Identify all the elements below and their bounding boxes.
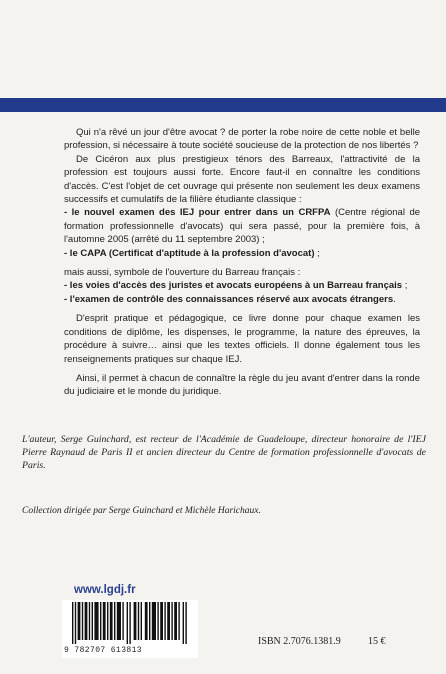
collection-note: Collection dirigée par Serge Guinchard et Michèle Harichaux.: [22, 506, 261, 516]
intro-paragraph-2: De Cicéron aux plus prestigieux ténors des Barreaux, l'attractivité de la profession est toujours aussi forte. Encore faut-il en connaître les conditions d'accès. C'est l'objet de cet ouvrage qui présente non seulement les deux examens successifs et cumulatifs de la filière étudiante classique :: [64, 153, 420, 206]
list-item-rest: .: [393, 293, 396, 305]
cover-color-band: [0, 98, 446, 112]
list-item: [64, 279, 420, 292]
practical-paragraph: D'esprit pratique et pédagogique, ce livre donne pour chaque examen les conditions de diplôme, les dispenses, le programme, la nature des épreuves, la procédure à suivre… ainsi que les textes officiels. Il donne également tous les renseignements pratiques sur chaque IEJ.: [64, 313, 420, 365]
list-item: [64, 293, 420, 306]
list-item-lead: - le CAPA (Certificat d'aptitude à la profession d'avocat): [64, 247, 315, 259]
barcode-number: 9 782707 613813: [64, 646, 143, 655]
isbn: ISBN 2.7076.1381.9: [258, 636, 341, 647]
mid-paragraph: mais aussi, symbole de l'ouverture du Barreau français :: [64, 267, 301, 279]
author-note: L'auteur, Serge Guinchard, est recteur de l'Académie de Guadeloupe, directeur honoraire de l'IEJ Pierre Raynaud de Paris II et ancien directeur du Centre de formation professionnelle d'avocats de Paris.: [22, 434, 426, 471]
list-item-lead: - le nouvel examen des IEJ pour entrer dans un CRFPA: [64, 207, 331, 219]
list-item: [64, 247, 420, 260]
publisher-url[interactable]: www.lgdj.fr: [74, 584, 136, 596]
intro-paragraph-1: Qui n'a rêvé un jour d'être avocat ? de porter la robe noire de cette noble et belle profession, si nécessaire à toute société soucieuse de la protection de nos libertés ?: [64, 127, 420, 152]
list-item-lead: - l'examen de contrôle des connaissances réservé aux avocats étrangers: [64, 293, 394, 305]
list-item-rest: ;: [402, 280, 408, 292]
price: 15 €: [368, 636, 386, 647]
list-item-rest: (Centre régional de formation professionnelle d'avocats) qui sera passé, pour la première fois, à l'automne 2005 (arrêté du 11 septembre 2003) ;: [64, 207, 421, 246]
barcode-bars: [72, 602, 190, 644]
list-item-lead: - les voies d'accès des juristes et avocats européens à un Barreau français: [64, 280, 403, 292]
list-item: [64, 206, 420, 246]
list-item-rest: ;: [314, 247, 320, 259]
foreign-access-list: [64, 279, 420, 306]
back-cover-text: [64, 126, 420, 399]
closing-paragraph: Ainsi, il permet à chacun de connaître la règle du jeu avant d'entrer dans la ronde du judiciaire et le monde du juridique.: [64, 372, 420, 398]
exam-list: [64, 206, 420, 260]
